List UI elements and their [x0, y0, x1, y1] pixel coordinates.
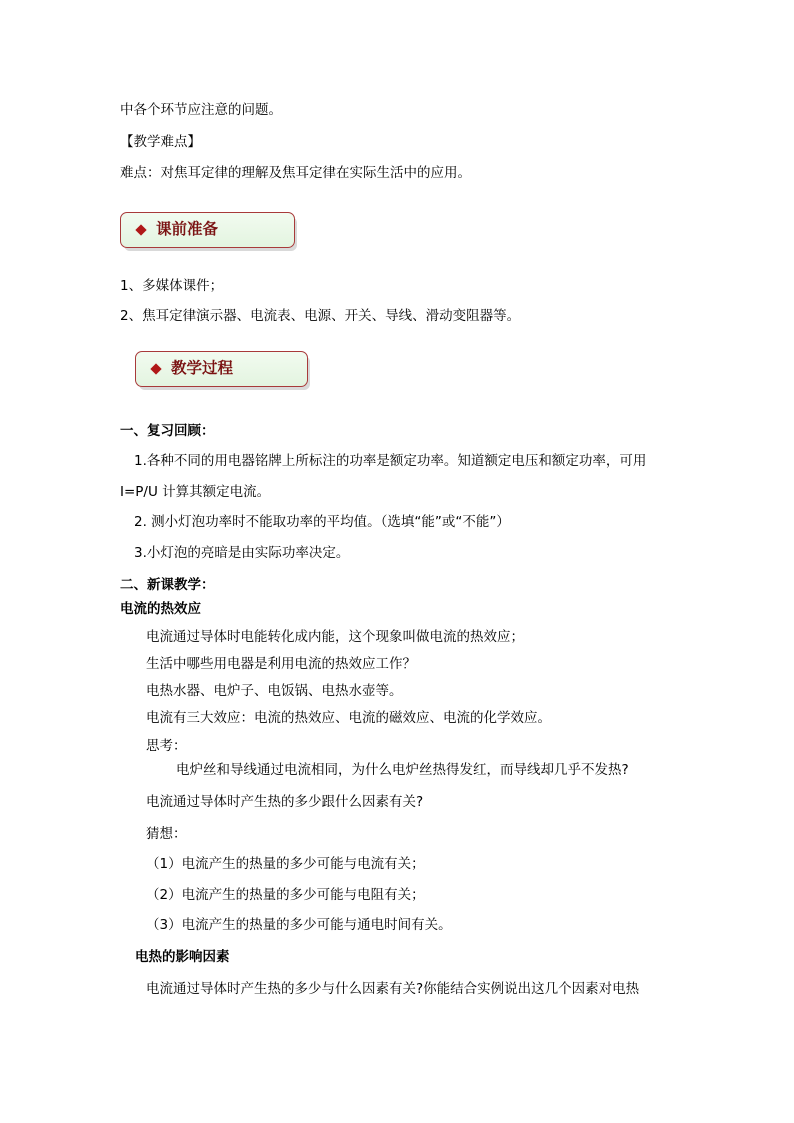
review-heading: 一、复习回顾：	[120, 423, 215, 439]
paragraph: 电流通过导体时电能转化成内能，这个现象叫做电流的热效应；	[146, 629, 524, 645]
paragraph: 电热水器、电炉子、电饭锅、电热水壶等。	[146, 683, 403, 699]
guess-label: 猜想：	[146, 826, 187, 842]
intro-line: 中各个环节应注意的问题。	[120, 102, 282, 118]
last-line: 电流通过导体时产生热的多少与什么因素有关?你能结合实例说出这几个因素对电热	[146, 981, 640, 997]
process-banner-title: 教学过程	[171, 358, 234, 377]
prep-item: 1、多媒体课件；	[120, 278, 224, 294]
review-item-1a: 1.各种不同的用电器铭牌上所标注的功率是额定功率。知道额定电压和额定功率，可用	[134, 453, 647, 469]
diamond-icon	[135, 224, 146, 235]
review-item-1b: I=P/U 计算其额定电流。	[120, 484, 271, 500]
prep-banner-title: 课前准备	[156, 219, 219, 238]
paragraph: 生活中哪些用电器是利用电流的热效应工作？	[146, 656, 416, 672]
question: 电流通过导体时产生热的多少跟什么因素有关?	[146, 794, 424, 810]
guess-item: （1）电流产生的热量的多少可能与电流有关；	[146, 856, 425, 872]
think-text: 电炉丝和导线通过电流相同，为什么电炉丝热得发红，而导线却几乎不发热?	[176, 762, 629, 778]
prep-banner	[120, 212, 295, 248]
guess-item: （3）电流产生的热量的多少可能与通电时间有关。	[146, 917, 452, 933]
difficulty-heading: 【教学难点】	[120, 134, 201, 150]
difficulty-text: 难点：对焦耳定律的理解及焦耳定律在实际生活中的应用。	[120, 165, 471, 181]
diamond-icon	[150, 363, 161, 374]
review-item-3: 3.小灯泡的亮暗是由实际功率决定。	[134, 545, 350, 561]
guess-item: （2）电流产生的热量的多少可能与电阻有关；	[146, 887, 425, 903]
process-banner	[135, 351, 308, 387]
prep-item: 2、焦耳定律演示器、电流表、电源、开关、导线、滑动变阻器等。	[120, 308, 521, 324]
paragraph: 电流有三大效应：电流的热效应、电流的磁效应、电流的化学效应。	[146, 710, 551, 726]
think-label: 思考：	[146, 738, 187, 754]
new-lesson-heading: 二、新课教学：	[120, 577, 215, 593]
subheading-2: 电热的影响因素	[135, 949, 230, 965]
new-lesson-subheading: 电流的热效应	[120, 601, 201, 617]
review-item-2: 2. 测小灯泡功率时不能取功率的平均值。（选填“能”或“不能”）	[134, 514, 510, 530]
